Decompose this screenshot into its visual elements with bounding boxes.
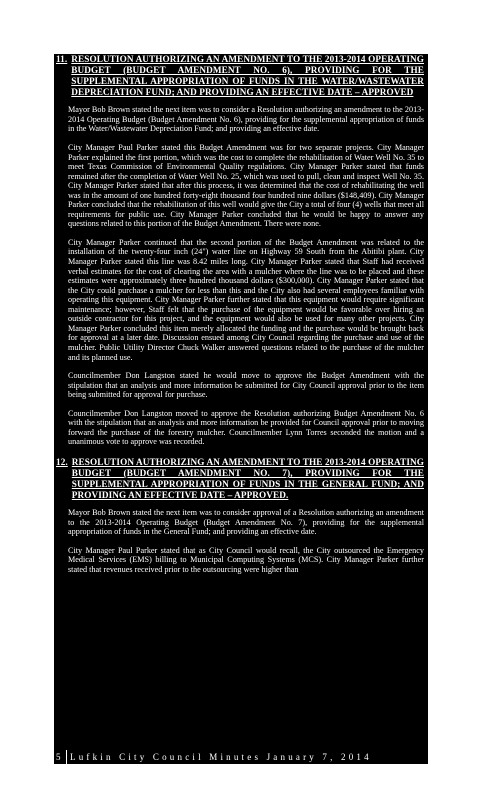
paragraph: City Manager Paul Parker stated this Budget Amendment was for two separate projects. City Manager Parker explained the first portion, which was the cost to complete the rehabilitation of Water Well No. 35 to meet Texas Commission of Environmental Quality regulations. City Manager Parker stated that funds remained after the completion of Water Well No. 25, which was used to pull, clean and inspect Well No. 35. City Manager Parker stated that after this process, it was determined that the cost of rehabilitating the well was in the amount of one hundred forty-eight thousand four hundred nine dollars ($148,409). City Manager Parker concluded that the rehabilitation of this well would give the City a total of four (4) wells that meet all requirements for public use. City Manager Parker concluded that he would be happy to answer any questions related to this portion of the Budget Amendment. There were none.	[68, 143, 424, 229]
paragraph: Councilmember Don Langston moved to approve the Resolution authorizing Budget Amendment No. 6 with the stipulation that an analysis and more information be provided for Council approval prior to moving forward the purchase of the forestry mulcher. Councilmember Lynn Torres seconded the motion and a unanimous vote to approve was recorded.	[68, 408, 424, 447]
agenda-item-11-heading	[54, 54, 428, 98]
agenda-item-title: RESOLUTION AUTHORIZING AN AMENDMENT TO THE 2013-2014 OPERATING BUDGET (BUDGET AMENDMENT NO. 7), PROVIDING FOR THE SUPPLEMENTAL APPROPRIATION OF FUNDS IN THE GENERAL FUND; AND PROVIDING AN EFFECTIVE DATE – APPROVED.	[71, 456, 424, 501]
agenda-item-title: RESOLUTION AUTHORIZING AN AMENDMENT TO THE 2013-2014 OPERATING BUDGET (BUDGET AMENDMENT NO. 6), PROVIDING FOR THE SUPPLEMENTAL APPROPRIATION OF FUNDS IN THE WATER/WASTEWATER DEPRECIATION FUND; AND PROVIDING AN EFFECTIVE DATE – APPROVED	[71, 54, 424, 98]
agenda-item-number: 12.	[56, 456, 68, 467]
paragraph: Mayor Bob Brown stated the next item was to consider approval of a Resolution authorizing an amendment to the 2013-2014 Operating Budget (Budget Amendment No. 7), providing for the supplemental appropriation of funds in the General Fund; and providing an effective date.	[68, 508, 424, 537]
agenda-item-12-heading	[54, 457, 428, 501]
paragraph: Councilmember Don Langston stated he would move to approve the Budget Amendment with the stipulation that an analysis and more information be submitted for City Council approval prior to the item being submitted for approval for purchase.	[68, 371, 424, 400]
minutes-page	[54, 54, 428, 764]
paragraph: City Manager Paul Parker stated that as City Council would recall, the City outsourced the Emergency Medical Services (EMS) billing to Municipal Computing Systems (MCS). City Manager Parker further stated that revenues received prior to the outsourcing were higher than	[68, 545, 424, 574]
paragraph: Mayor Bob Brown stated the next item was to consider a Resolution authorizing an amendment to the 2013-2014 Operating Budget (Budget Amendment No. 6), providing for the supplemental appropriation of funds in the Water/Wastewater Depreciation Fund; and providing an effective date.	[68, 105, 424, 134]
page-footer	[54, 750, 428, 764]
agenda-item-number: 11.	[56, 54, 68, 64]
footer-text: Lufkin City Council Minutes January 7, 2014	[70, 752, 372, 762]
paragraph: City Manager Parker continued that the second portion of the Budget Amendment was related to the installation of the twenty-four inch (24") water line on Highway 59 South from the Abitibi plant. City Manager Parker stated this line was 8.42 miles long. City Manager Parker stated that Staff had received verbal estimates for the cost of clearing the area with a mulcher where the line was to be placed and these estimates were approximately three hundred thousand dollars ($300,000). City Manager Parker stated that the City could purchase a mulcher for less than this and the City also had several employees familiar with operating this equipment. City Manager Parker further stated that this equipment would require significant maintenance; however, Staff felt that the purchase of the equipment would be favorable over hiring an outside contractor for this project, and the equipment would also be used for many other projects. City Manager Parker concluded this item merely allocated the funding and the purchase would be brought back for approval at a later date. Discussion ensued among City Council regarding the purchase and use of the mulcher. Public Utility Director Chuck Walker answered questions related to the purchase of the mulcher and its planned use.	[68, 237, 424, 362]
page-number: 5	[54, 750, 67, 764]
